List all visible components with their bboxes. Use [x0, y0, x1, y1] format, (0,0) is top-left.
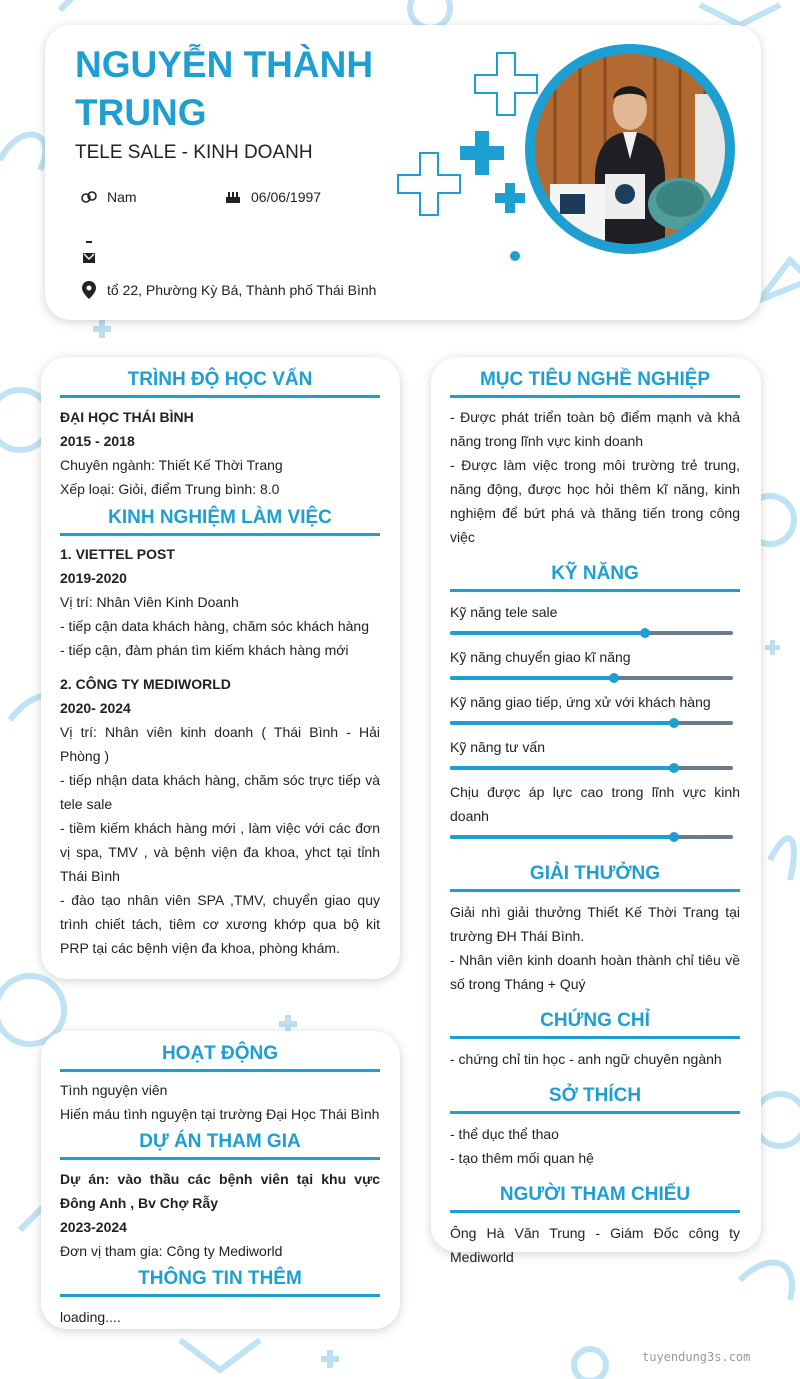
job-years: 2020- 2024 [60, 700, 131, 716]
candidate-name: NGUYỄN THÀNH TRUNG [75, 44, 374, 133]
job-description-line: - tiềm kiếm khách hàng mới , làm việc với các đơn vị spa, TMV , và bệnh viện đa khoa, yhct tại tỉnh Thái Bình [60, 820, 380, 884]
award-line: - Nhân viên kinh doanh hoàn thành chỉ tiêu về số trong Tháng + Quý [450, 952, 740, 992]
activities-projects-card [41, 1031, 400, 1329]
hobby-item: - thể dục thể thao [450, 1126, 559, 1142]
more-info-text: loading.... [60, 1309, 121, 1325]
dob-info [225, 189, 321, 205]
skill-bar [450, 631, 733, 635]
skill-bar [450, 721, 733, 725]
project-org: Đơn vị tham gia: Công ty Mediworld [60, 1243, 283, 1259]
objective-line: - Được phát triển toàn bộ điểm mạnh và khả năng trong lĩnh vực kinh doanh [450, 409, 740, 449]
skills-title: KỸ NĂNG [450, 563, 740, 592]
skill-bar-fill [450, 766, 674, 770]
skill-bar-fill [450, 721, 674, 725]
reference-text: Ông Hà Văn Trung - Giám Đốc công ty Mediworld [450, 1225, 740, 1265]
address-info [81, 282, 376, 298]
gender-value: Nam [107, 189, 137, 205]
skill-bar-fill [450, 676, 614, 680]
skill-label: Kỹ năng tele sale [450, 604, 558, 620]
dob-value: 06/06/1997 [251, 189, 322, 205]
skill-bar [450, 766, 733, 770]
skill-bar-knob [669, 763, 679, 773]
certificates-title: CHỨNG CHỈ [450, 1010, 740, 1039]
job-position: Vị trí: Nhân viên kinh doanh ( Thái Bình - Hải Phòng ) [60, 724, 380, 764]
experience-title: KINH NGHIỆM LÀM VIỆC [60, 507, 380, 536]
skill-bar-fill [450, 631, 645, 635]
skill-bar-knob [640, 628, 650, 638]
objective-skills-card [431, 357, 761, 1265]
gender-icon [81, 189, 97, 205]
activity-item: Tình nguyện viên [60, 1082, 168, 1098]
objective-title: MỤC TIÊU NGHỀ NGHIỆP [450, 369, 740, 398]
profile-header-card [45, 25, 761, 320]
project-years: 2023-2024 [60, 1219, 127, 1235]
skill-label: Kỹ năng giao tiếp, ứng xử với khách hàng [450, 694, 711, 710]
project-name: Dự án: vào thầu các bệnh viên tại khu vực Đông Anh , Bv Chợ Rẫy [60, 1171, 380, 1211]
activities-title: HOẠT ĐỘNG [60, 1043, 380, 1072]
gender-info [81, 189, 137, 205]
phone-icon [81, 235, 97, 251]
skill-label: Kỹ năng tư vấn [450, 739, 545, 755]
skill-label: Chịu được áp lực cao trong lĩnh vực kinh doanh [450, 784, 740, 824]
more-info-title: THÔNG TIN THÊM [60, 1268, 380, 1297]
skill-label: Kỹ năng chuyển giao kĩ năng [450, 649, 631, 665]
skill-bar-knob [609, 673, 619, 683]
avatar-photo [535, 54, 725, 244]
avatar-frame [525, 44, 735, 254]
awards-title: GIẢI THƯỞNG [450, 863, 740, 892]
site-watermark: tuyendung3s.com [642, 1350, 751, 1364]
projects-title: DỰ ÁN THAM GIA [60, 1131, 380, 1160]
award-line: Giải nhì giải thưởng Thiết Kế Thời Trang tại trường ĐH Thái Bình. [450, 904, 740, 944]
medical-cross-decoration [395, 45, 545, 265]
education-title: TRÌNH ĐỘ HỌC VẤN [60, 369, 380, 398]
references-title: NGƯỜI THAM CHIẾU [450, 1184, 740, 1213]
job-position: Vị trí: Nhân Viên Kinh Doanh [60, 594, 239, 610]
hobby-item: - tạo thêm mối quan hệ [450, 1150, 594, 1166]
certificate-text: - chứng chỉ tin học - anh ngữ chuyên ngành [450, 1051, 722, 1067]
phone-info [81, 235, 107, 251]
skill-bar-knob [669, 718, 679, 728]
job-company: 2. CÔNG TY MEDIWORLD [60, 676, 231, 692]
location-pin-icon [81, 282, 97, 298]
job-company: 1. VIETTEL POST [60, 546, 175, 562]
job-years: 2019-2020 [60, 570, 127, 586]
school-name: ĐẠI HỌC THÁI BÌNH [60, 409, 194, 425]
address-value: tổ 22, Phường Kỳ Bá, Thành phố Thái Bình [107, 282, 377, 298]
job-title: TELE SALE - KINH DOANH [75, 142, 313, 163]
job-description-line: - tiếp cận, đàm phán tìm kiếm khách hàng mới [60, 642, 349, 658]
email-icon [81, 250, 97, 266]
job-description-line: - tiếp cận data khách hàng, chăm sóc khách hàng [60, 618, 369, 634]
education-grade: Xếp loại: Giỏi, điểm Trung bình: 8.0 [60, 481, 280, 497]
objective-line: - Được làm việc trong môi trường trẻ trung, năng động, được học hỏi thêm kĩ năng, kinh nghiệm để bứt phá và thăng tiến trong công việc [450, 457, 740, 545]
email-info [81, 250, 107, 266]
activity-item: Hiến máu tình nguyện tại trường Đại Học Thái Bình [60, 1106, 380, 1122]
skill-bar [450, 835, 733, 839]
skill-bar-knob [669, 832, 679, 842]
job-description-line: - đào tạo nhân viên SPA ,TMV, chuyển giao quy trình chiết tách, tiêm cơ xương khớp qua bộ kit PRP tại các bệnh viện đa khoa, phòng khám. [60, 892, 380, 956]
skill-bar-fill [450, 835, 674, 839]
education-experience-card [41, 357, 400, 979]
skill-bar [450, 676, 733, 680]
education-years: 2015 - 2018 [60, 433, 135, 449]
birthday-cake-icon [225, 189, 241, 205]
job-description-line: - tiếp nhận data khách hàng, chăm sóc trực tiếp và tele sale [60, 772, 380, 812]
education-major: Chuyên ngành: Thiết Kế Thời Trang [60, 457, 283, 473]
hobbies-title: SỞ THÍCH [450, 1085, 740, 1114]
